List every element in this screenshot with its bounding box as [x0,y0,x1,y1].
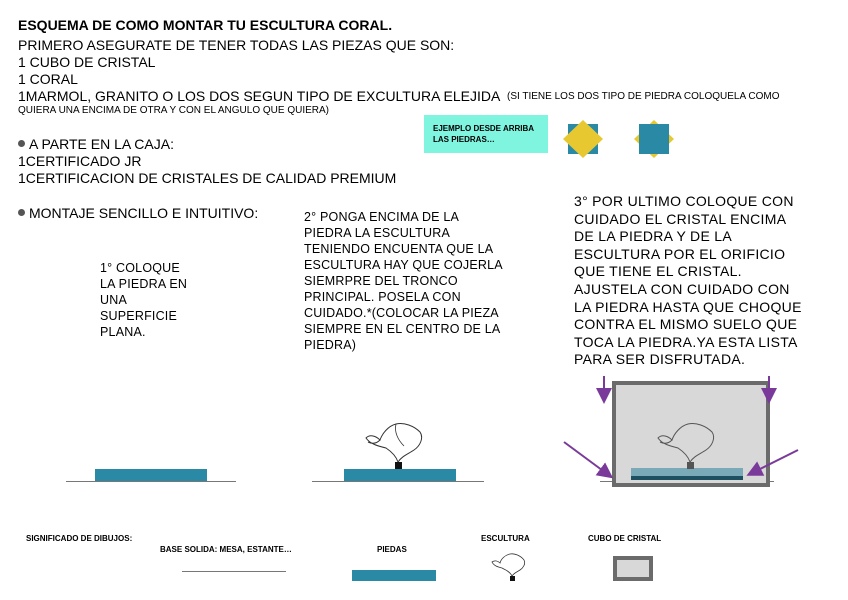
legend-title: SIGNIFICADO DE DIBUJOS: [26,534,133,543]
piece-item-stone: 1MARMOL, GRANITO O LOS DOS SEGUN TIPO DE EXCULTURA ELEJIDA [18,88,501,104]
stone-example-blue-on-yellow [632,118,682,162]
example-label-text: EJEMPLO DESDE ARRIBA LAS PIEDRAS… [433,124,534,144]
step1-stone [95,469,207,481]
step-3-text: 3° POR ULTIMO COLOQUE CON CUIDADO EL CRISTAL ENCIMA DE LA PIEDRA Y DE LA ESCULTURA POR EL ORIFICIO QUE TIENE EL CRISTAL. AJUSTELA CON CUIDADO CON LA PIEDRA HASTA QUE CHOQUE CONTRA EL MISMO SUELO QUE TOCA LA PIEDRA.YA ESTA LISTA PARA SER DISFRUTADA. [574,193,802,368]
legend-sculpture-icon [488,552,532,582]
montage-heading-text: MONTAJE SENCILLO E INTUITIVO: [29,205,259,221]
step2-base-line [312,481,484,482]
legend-base-label: BASE SOLIDA: MESA, ESTANTE… [160,545,292,554]
blue-stone-square [639,124,669,154]
step1-base-line [66,481,236,482]
stone-example-yellow-on-blue [560,118,610,162]
step-1-text: 1° COLOQUE LA PIEDRA EN UNA SUPERFICIE PLANA. [100,261,188,339]
intro-line: PRIMERO ASEGURATE DE TENER TODAS LAS PIEZAS QUE SON: [18,37,455,53]
legend-stones-label: PIEDAS [377,545,407,554]
bullet-icon [18,209,25,216]
bullet-icon [18,140,25,147]
arrow-diag-left [564,442,610,476]
placement-arrows [560,370,810,482]
step2-sculpture-icon [358,420,430,472]
step-2-text: 2° PONGA ENCIMA DE LA PIEDRA LA ESCULTURA TENIENDO ENCUENTA QUE LA ESCULTURA HAY QUE COJERLA SIEMRPRE DEL TRONCO PRINCIPAL. POSELA CON CUIDADO.*(COLOCAR LA PIEZA SIEMPRE EN EL CENTRO DE LA PIEDRA) [304,210,503,352]
stone-note: (SI TIENE LOS DOS TIPO DE PIEDRA COLOQUELA COMO QUIERA UNA ENCIMA DE OTRA Y CON EL ANGULO QUE QUIERA) [18,91,780,116]
legend-base-line [182,571,286,572]
box-heading-text: A PARTE EN LA CAJA: [29,136,174,152]
legend-cube-icon [613,556,653,581]
legend-sculpture-label: ESCULTURA [481,534,530,543]
box-item-crystal-cert: 1CERTIFICACION DE CRISTALES DE CALIDAD PREMIUM [18,170,397,186]
box-heading [18,136,174,153]
piece-item-coral: 1 CORAL [18,71,78,87]
legend-cube-label: CUBO DE CRISTAL [588,534,662,543]
legend-stone [352,570,436,581]
example-label-box [424,115,548,153]
document-title: ESQUEMA DE COMO MONTAR TU ESCULTURA CORAL. [18,17,393,33]
box-item-certificate: 1CERTIFICADO JR [18,153,142,169]
montage-heading [18,205,258,222]
arrow-diag-right [750,450,798,474]
piece-item-cube: 1 CUBO DE CRISTAL [18,54,156,70]
